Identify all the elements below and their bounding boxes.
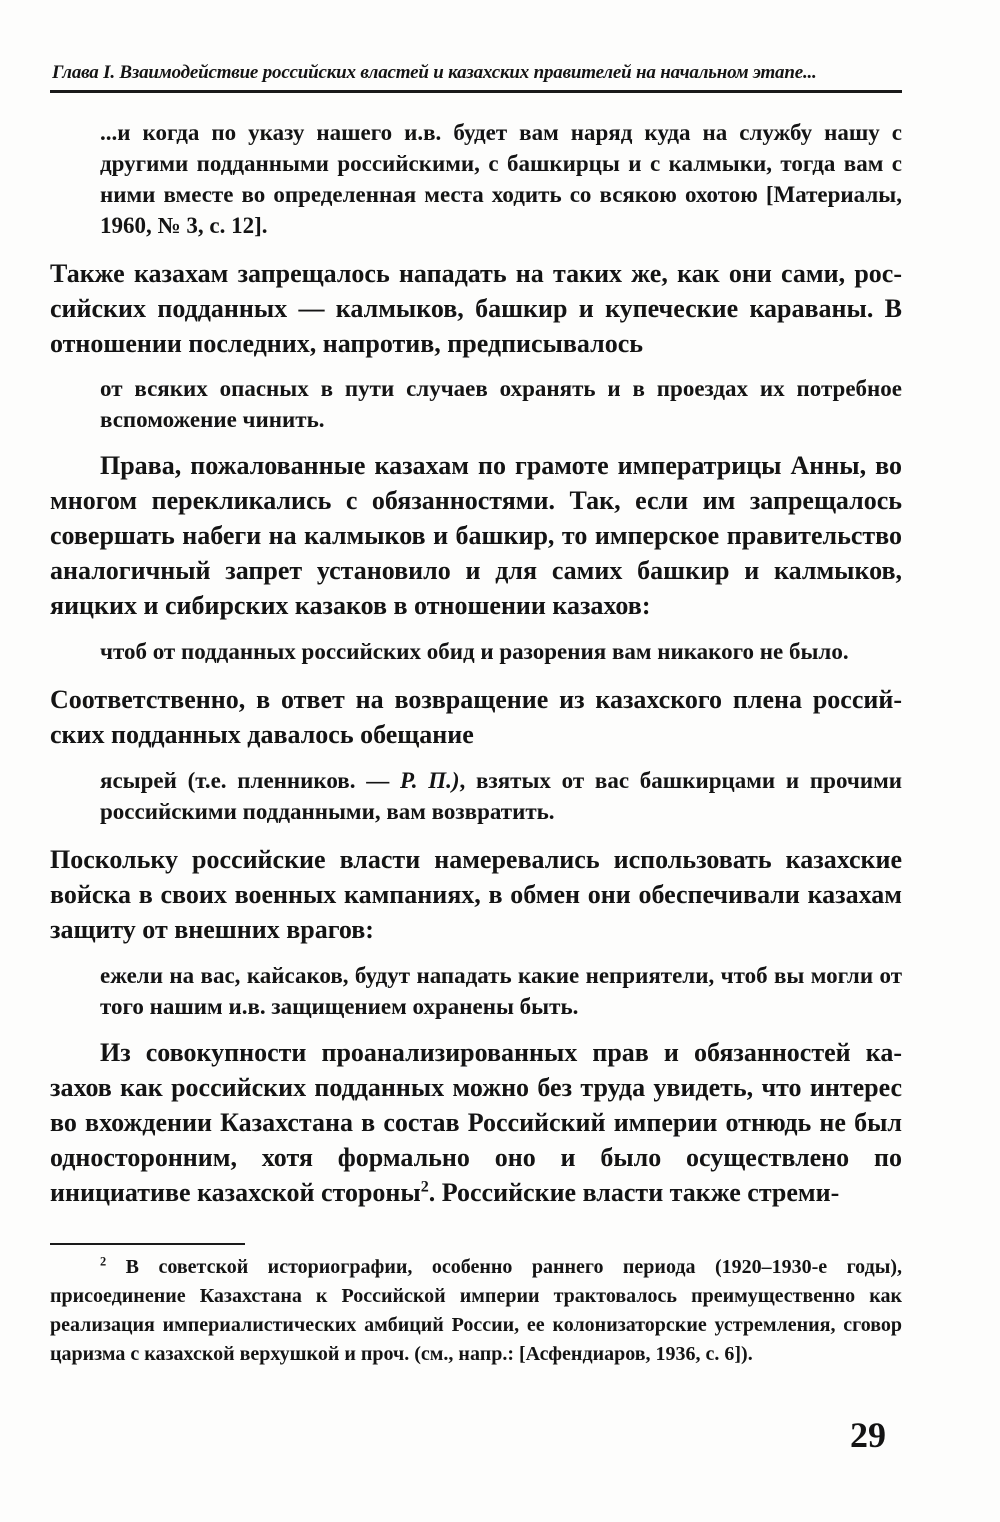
footnote-reference: 2 (420, 1178, 429, 1196)
paragraph-5-tail: . Российские власти также стреми- (428, 1178, 840, 1207)
footnote-rule (50, 1243, 245, 1245)
footnote (50, 1253, 902, 1369)
paragraph-5-text: Из совокупности проанализированных прав и обязанностей казахов как российских подданных можно без труда увидеть, что интерес во вхождении Казахстана в состав Российский империи отнюдь не был односторонним, хотя формально оно и было осуществлено по инициативе казахской стороны (50, 1038, 902, 1207)
block-quote-5: ежели на вас, кайсаков, будут нападать какие неприятели, чтоб вы могли от того нашим и.в. защищением охранены быть. (100, 963, 902, 1019)
author-initials: Р. П.) (399, 768, 460, 793)
block-quote-1: ...и когда по указу нашего и.в. будет вам наряд куда на службу нашу с другими подданными российскими, с башкирцы и с калмыки, тогда вам с ними вместе во определенная места ходить со всякою охотою [Материалы, 1960, № 3, с. 12]. (100, 120, 902, 238)
paragraph-4: Поскольку российские власти намеревались использовать казахские войска в своих военных кампаниях, в обмен они обеспечивали казахам защиту от внешних врагов: (50, 845, 902, 944)
paragraph-3: Соответственно, в ответ на возвращение из казахского плена российских подданных давалось обещание (50, 685, 902, 749)
paragraph-5 (50, 1035, 902, 1210)
block-quote-4 (100, 765, 902, 827)
header-rule (50, 90, 902, 93)
page-number: 29 (850, 1415, 886, 1455)
main-text (50, 117, 902, 1210)
running-header: Глава I. Взаимодействие российских властей и казахских правителей на начальном этапе... (52, 62, 817, 83)
quote-4-text-start: ясырей (т.е. пленников. — (100, 768, 400, 793)
block-quote-3: чтоб от подданных российских обид и разорения вам никакого не было. (100, 639, 849, 664)
footnote-marker: 2 (100, 1254, 107, 1269)
paragraph-2: Права, пожалованные казахам по грамоте императрицы Анны, во многом перекликались с обязанностями. Так, если им запрещалось совершать набеги на калмыков и башкир, то имперское правительство аналогичный запрет установило и для самих башкир и калмыков, яицких и сибирских казаков в отношении казахов: (50, 451, 902, 620)
footnote-text: В советской историографии, особенно раннего периода (1920–1930-е годы), присоединение Казахстана к Российской империи трактовалось преимущественно как реализация империалистических амбиций России, ее колонизаторские устремления, сговор царизма с казахской верхушкой и проч. (см., напр.: [Асфендиаров, 1936, с. 6]). (50, 1256, 902, 1365)
paragraph-1: Также казахам запрещалось нападать на таких же, как они сами, российских подданных — калмыков, башкир и купеческие караваны. В отношении последних, напротив, предписывалось (50, 259, 902, 358)
block-quote-2: от всяких опасных в пути случаев охранять и в проездах их потребное вспоможение чинить. (100, 376, 902, 432)
quote-4-text-end: , взятых от вас башкирцами и прочими российскими подданными, вам возвратить. (100, 768, 903, 824)
